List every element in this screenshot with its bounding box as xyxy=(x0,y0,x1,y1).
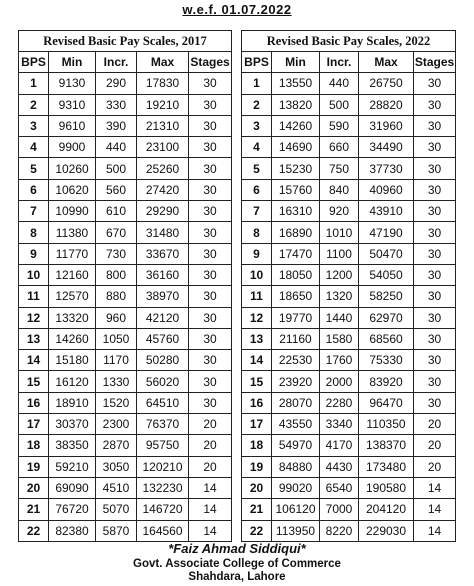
incr-cell: 610 xyxy=(96,201,137,222)
incr-cell: 500 xyxy=(96,158,137,179)
min-cell: 113950 xyxy=(272,520,320,541)
stages-cell: 30 xyxy=(414,158,456,179)
min-cell: 30370 xyxy=(49,414,96,435)
min-cell: 76720 xyxy=(49,499,96,520)
table-row xyxy=(242,243,456,264)
bps-cell: 4 xyxy=(242,137,272,158)
stages-cell: 14 xyxy=(189,477,232,498)
stages-cell: 30 xyxy=(414,222,456,243)
table-row xyxy=(242,456,456,477)
stages-cell: 30 xyxy=(189,350,232,371)
stages-cell: 20 xyxy=(414,456,456,477)
stages-cell: 30 xyxy=(414,350,456,371)
incr-cell: 1100 xyxy=(320,243,359,264)
max-cell: 23100 xyxy=(137,137,189,158)
incr-cell: 1010 xyxy=(320,222,359,243)
bps-cell: 7 xyxy=(19,201,49,222)
incr-cell: 670 xyxy=(96,222,137,243)
bps-cell: 22 xyxy=(242,520,272,541)
min-cell: 23920 xyxy=(272,371,320,392)
max-cell: 64510 xyxy=(137,392,189,413)
table-row xyxy=(242,350,456,371)
column-header-bps: BPS xyxy=(242,52,272,73)
bps-cell: 10 xyxy=(19,264,49,285)
table-row xyxy=(19,94,232,115)
min-cell: 16890 xyxy=(272,222,320,243)
max-cell: 96470 xyxy=(359,392,414,413)
max-cell: 146720 xyxy=(137,499,189,520)
bps-cell: 8 xyxy=(242,222,272,243)
incr-cell: 750 xyxy=(320,158,359,179)
max-cell: 173480 xyxy=(359,456,414,477)
max-cell: 58250 xyxy=(359,286,414,307)
stages-cell: 30 xyxy=(189,392,232,413)
table-row xyxy=(242,264,456,285)
max-cell: 36160 xyxy=(137,264,189,285)
incr-cell: 590 xyxy=(320,115,359,136)
bps-cell: 19 xyxy=(19,456,49,477)
stages-cell: 30 xyxy=(189,179,232,200)
max-cell: 26750 xyxy=(359,73,414,94)
bps-cell: 6 xyxy=(19,179,49,200)
bps-cell: 15 xyxy=(19,371,49,392)
table-row xyxy=(19,392,232,413)
min-cell: 13320 xyxy=(49,307,96,328)
bps-cell: 3 xyxy=(242,115,272,136)
max-cell: 21310 xyxy=(137,115,189,136)
stages-cell: 14 xyxy=(189,520,232,541)
incr-cell: 730 xyxy=(96,243,137,264)
column-header-min: Min xyxy=(49,52,96,73)
stages-cell: 20 xyxy=(189,456,232,477)
table-row xyxy=(19,520,232,541)
incr-cell: 390 xyxy=(96,115,137,136)
bps-cell: 9 xyxy=(242,243,272,264)
bps-cell: 14 xyxy=(19,350,49,371)
min-cell: 106120 xyxy=(272,499,320,520)
bps-cell: 19 xyxy=(242,456,272,477)
min-cell: 43550 xyxy=(272,414,320,435)
stages-cell: 14 xyxy=(414,520,456,541)
bps-cell: 16 xyxy=(242,392,272,413)
table-row xyxy=(19,137,232,158)
incr-cell: 2280 xyxy=(320,392,359,413)
stages-cell: 30 xyxy=(414,201,456,222)
bps-cell: 13 xyxy=(19,328,49,349)
max-cell: 120210 xyxy=(137,456,189,477)
stages-cell: 30 xyxy=(189,94,232,115)
max-cell: 56020 xyxy=(137,371,189,392)
bps-cell: 12 xyxy=(19,307,49,328)
max-cell: 164560 xyxy=(137,520,189,541)
stages-cell: 30 xyxy=(414,371,456,392)
stages-cell: 20 xyxy=(414,435,456,456)
bps-cell: 9 xyxy=(19,243,49,264)
table-row xyxy=(242,328,456,349)
max-cell: 138370 xyxy=(359,435,414,456)
bps-cell: 11 xyxy=(19,286,49,307)
max-cell: 17830 xyxy=(137,73,189,94)
max-cell: 33670 xyxy=(137,243,189,264)
max-cell: 31960 xyxy=(359,115,414,136)
table-row xyxy=(19,499,232,520)
max-cell: 40960 xyxy=(359,179,414,200)
incr-cell: 1580 xyxy=(320,328,359,349)
incr-cell: 1520 xyxy=(96,392,137,413)
bps-cell: 21 xyxy=(242,499,272,520)
max-cell: 54050 xyxy=(359,264,414,285)
table-row xyxy=(242,435,456,456)
incr-cell: 920 xyxy=(320,201,359,222)
max-cell: 28820 xyxy=(359,94,414,115)
min-cell: 12570 xyxy=(49,286,96,307)
incr-cell: 1760 xyxy=(320,350,359,371)
table-row xyxy=(19,264,232,285)
min-cell: 10620 xyxy=(49,179,96,200)
min-cell: 15230 xyxy=(272,158,320,179)
table-row xyxy=(19,477,232,498)
organization-name: Govt. Associate College of Commerce xyxy=(133,558,341,570)
table-row xyxy=(19,435,232,456)
column-header-max: Max xyxy=(137,52,189,73)
max-cell: 37730 xyxy=(359,158,414,179)
stages-cell: 30 xyxy=(189,264,232,285)
min-cell: 9130 xyxy=(49,73,96,94)
stages-cell: 30 xyxy=(414,179,456,200)
stages-cell: 30 xyxy=(189,328,232,349)
min-cell: 99020 xyxy=(272,477,320,498)
table-caption-2022: Revised Basic Pay Scales, 2022 xyxy=(242,31,456,52)
stages-cell: 30 xyxy=(414,264,456,285)
min-cell: 12160 xyxy=(49,264,96,285)
pay-scale-table-2017 xyxy=(18,30,232,542)
min-cell: 16310 xyxy=(272,201,320,222)
max-cell: 62970 xyxy=(359,307,414,328)
incr-cell: 4430 xyxy=(320,456,359,477)
bps-cell: 13 xyxy=(242,328,272,349)
min-cell: 21160 xyxy=(272,328,320,349)
max-cell: 50280 xyxy=(137,350,189,371)
table-row xyxy=(19,286,232,307)
incr-cell: 1050 xyxy=(96,328,137,349)
bps-cell: 2 xyxy=(19,94,49,115)
table-row xyxy=(242,222,456,243)
table-row xyxy=(242,520,456,541)
min-cell: 14260 xyxy=(272,115,320,136)
incr-cell: 500 xyxy=(320,94,359,115)
min-cell: 82380 xyxy=(49,520,96,541)
bps-cell: 20 xyxy=(242,477,272,498)
stages-cell: 30 xyxy=(189,286,232,307)
incr-cell: 2870 xyxy=(96,435,137,456)
page-title: w.e.f. 01.07.2022 xyxy=(182,2,292,17)
bps-cell: 14 xyxy=(242,350,272,371)
max-cell: 42120 xyxy=(137,307,189,328)
stages-cell: 20 xyxy=(189,414,232,435)
table-row xyxy=(19,179,232,200)
stages-cell: 14 xyxy=(414,499,456,520)
min-cell: 10260 xyxy=(49,158,96,179)
min-cell: 14690 xyxy=(272,137,320,158)
max-cell: 76370 xyxy=(137,414,189,435)
min-cell: 13820 xyxy=(272,94,320,115)
table-row xyxy=(242,499,456,520)
min-cell: 59210 xyxy=(49,456,96,477)
bps-cell: 12 xyxy=(242,307,272,328)
stages-cell: 30 xyxy=(189,115,232,136)
bps-cell: 21 xyxy=(19,499,49,520)
min-cell: 18910 xyxy=(49,392,96,413)
max-cell: 45760 xyxy=(137,328,189,349)
table-row xyxy=(19,371,232,392)
stages-cell: 30 xyxy=(414,94,456,115)
stages-cell: 20 xyxy=(189,435,232,456)
min-cell: 69090 xyxy=(49,477,96,498)
stages-cell: 30 xyxy=(189,307,232,328)
table-row xyxy=(19,201,232,222)
bps-cell: 8 xyxy=(19,222,49,243)
author-name: *Faiz Ahmad Siddiqui* xyxy=(168,541,306,556)
max-cell: 190580 xyxy=(359,477,414,498)
min-cell: 19770 xyxy=(272,307,320,328)
bps-cell: 15 xyxy=(242,371,272,392)
bps-cell: 1 xyxy=(19,73,49,94)
min-cell: 22530 xyxy=(272,350,320,371)
min-cell: 13550 xyxy=(272,73,320,94)
pay-scale-table-2022 xyxy=(241,30,456,542)
incr-cell: 290 xyxy=(96,73,137,94)
incr-cell: 840 xyxy=(320,179,359,200)
min-cell: 54970 xyxy=(272,435,320,456)
bps-cell: 5 xyxy=(19,158,49,179)
column-header-incr: Incr. xyxy=(96,52,137,73)
bps-cell: 17 xyxy=(242,414,272,435)
max-cell: 34490 xyxy=(359,137,414,158)
stages-cell: 30 xyxy=(189,201,232,222)
incr-cell: 1200 xyxy=(320,264,359,285)
incr-cell: 5870 xyxy=(96,520,137,541)
max-cell: 31480 xyxy=(137,222,189,243)
table-row xyxy=(242,392,456,413)
bps-cell: 16 xyxy=(19,392,49,413)
min-cell: 17470 xyxy=(272,243,320,264)
table-row xyxy=(242,477,456,498)
incr-cell: 560 xyxy=(96,179,137,200)
table-row xyxy=(242,201,456,222)
location-text: Shahdara, Lahore xyxy=(188,571,286,583)
table-row xyxy=(242,371,456,392)
stages-cell: 30 xyxy=(189,137,232,158)
min-cell: 11770 xyxy=(49,243,96,264)
table-row xyxy=(242,94,456,115)
max-cell: 132230 xyxy=(137,477,189,498)
stages-cell: 30 xyxy=(189,222,232,243)
column-header-stages: Stages xyxy=(414,52,456,73)
incr-cell: 1440 xyxy=(320,307,359,328)
min-cell: 15180 xyxy=(49,350,96,371)
stages-cell: 30 xyxy=(414,392,456,413)
incr-cell: 2300 xyxy=(96,414,137,435)
column-header-min: Min xyxy=(272,52,320,73)
stages-cell: 30 xyxy=(414,137,456,158)
incr-cell: 5070 xyxy=(96,499,137,520)
stages-cell: 14 xyxy=(189,499,232,520)
max-cell: 75330 xyxy=(359,350,414,371)
min-cell: 9310 xyxy=(49,94,96,115)
max-cell: 19210 xyxy=(137,94,189,115)
max-cell: 110350 xyxy=(359,414,414,435)
stages-cell: 30 xyxy=(189,243,232,264)
table-row xyxy=(242,179,456,200)
column-header-bps: BPS xyxy=(19,52,49,73)
min-cell: 11380 xyxy=(49,222,96,243)
bps-cell: 20 xyxy=(19,477,49,498)
bps-cell: 17 xyxy=(19,414,49,435)
incr-cell: 3340 xyxy=(320,414,359,435)
table-row xyxy=(242,307,456,328)
stages-cell: 30 xyxy=(414,286,456,307)
table-caption-2017: Revised Basic Pay Scales, 2017 xyxy=(19,31,232,52)
max-cell: 95750 xyxy=(137,435,189,456)
min-cell: 9610 xyxy=(49,115,96,136)
incr-cell: 440 xyxy=(96,137,137,158)
bps-cell: 1 xyxy=(242,73,272,94)
table-row xyxy=(19,73,232,94)
incr-cell: 4170 xyxy=(320,435,359,456)
stages-cell: 30 xyxy=(189,371,232,392)
bps-cell: 3 xyxy=(19,115,49,136)
incr-cell: 440 xyxy=(320,73,359,94)
table-row xyxy=(19,115,232,136)
max-cell: 29290 xyxy=(137,201,189,222)
table-row xyxy=(19,307,232,328)
table-row xyxy=(19,456,232,477)
min-cell: 9900 xyxy=(49,137,96,158)
bps-cell: 18 xyxy=(19,435,49,456)
table-row xyxy=(242,286,456,307)
stages-cell: 14 xyxy=(414,477,456,498)
bps-cell: 6 xyxy=(242,179,272,200)
max-cell: 27420 xyxy=(137,179,189,200)
table-row xyxy=(242,414,456,435)
min-cell: 16120 xyxy=(49,371,96,392)
table-row xyxy=(242,115,456,136)
incr-cell: 4510 xyxy=(96,477,137,498)
incr-cell: 7000 xyxy=(320,499,359,520)
min-cell: 18650 xyxy=(272,286,320,307)
stages-cell: 30 xyxy=(414,115,456,136)
incr-cell: 330 xyxy=(96,94,137,115)
stages-cell: 30 xyxy=(189,158,232,179)
table-row xyxy=(19,350,232,371)
incr-cell: 8220 xyxy=(320,520,359,541)
bps-cell: 10 xyxy=(242,264,272,285)
max-cell: 50470 xyxy=(359,243,414,264)
table-row xyxy=(19,158,232,179)
table-row xyxy=(242,137,456,158)
incr-cell: 1320 xyxy=(320,286,359,307)
bps-cell: 2 xyxy=(242,94,272,115)
stages-cell: 30 xyxy=(189,73,232,94)
table-body-2017 xyxy=(19,73,232,542)
max-cell: 47190 xyxy=(359,222,414,243)
incr-cell: 2000 xyxy=(320,371,359,392)
table-body-2022 xyxy=(242,73,456,542)
min-cell: 38350 xyxy=(49,435,96,456)
incr-cell: 960 xyxy=(96,307,137,328)
bps-cell: 18 xyxy=(242,435,272,456)
min-cell: 15760 xyxy=(272,179,320,200)
stages-cell: 30 xyxy=(414,307,456,328)
column-header-max: Max xyxy=(359,52,414,73)
max-cell: 229030 xyxy=(359,520,414,541)
max-cell: 38970 xyxy=(137,286,189,307)
incr-cell: 3050 xyxy=(96,456,137,477)
column-header-incr: Incr. xyxy=(320,52,359,73)
stages-cell: 30 xyxy=(414,73,456,94)
table-row xyxy=(19,328,232,349)
table-row xyxy=(19,243,232,264)
min-cell: 18050 xyxy=(272,264,320,285)
max-cell: 83920 xyxy=(359,371,414,392)
incr-cell: 6540 xyxy=(320,477,359,498)
incr-cell: 660 xyxy=(320,137,359,158)
incr-cell: 1170 xyxy=(96,350,137,371)
max-cell: 204120 xyxy=(359,499,414,520)
bps-cell: 7 xyxy=(242,201,272,222)
incr-cell: 800 xyxy=(96,264,137,285)
min-cell: 14260 xyxy=(49,328,96,349)
stages-cell: 30 xyxy=(414,243,456,264)
max-cell: 68560 xyxy=(359,328,414,349)
bps-cell: 5 xyxy=(242,158,272,179)
min-cell: 28070 xyxy=(272,392,320,413)
table-row xyxy=(242,158,456,179)
min-cell: 84880 xyxy=(272,456,320,477)
stages-cell: 30 xyxy=(414,328,456,349)
bps-cell: 4 xyxy=(19,137,49,158)
table-row xyxy=(242,73,456,94)
table-row xyxy=(19,414,232,435)
column-header-stages: Stages xyxy=(189,52,232,73)
bps-cell: 11 xyxy=(242,286,272,307)
max-cell: 43910 xyxy=(359,201,414,222)
min-cell: 10990 xyxy=(49,201,96,222)
incr-cell: 1330 xyxy=(96,371,137,392)
bps-cell: 22 xyxy=(19,520,49,541)
incr-cell: 880 xyxy=(96,286,137,307)
max-cell: 25260 xyxy=(137,158,189,179)
table-row xyxy=(19,222,232,243)
stages-cell: 20 xyxy=(414,414,456,435)
